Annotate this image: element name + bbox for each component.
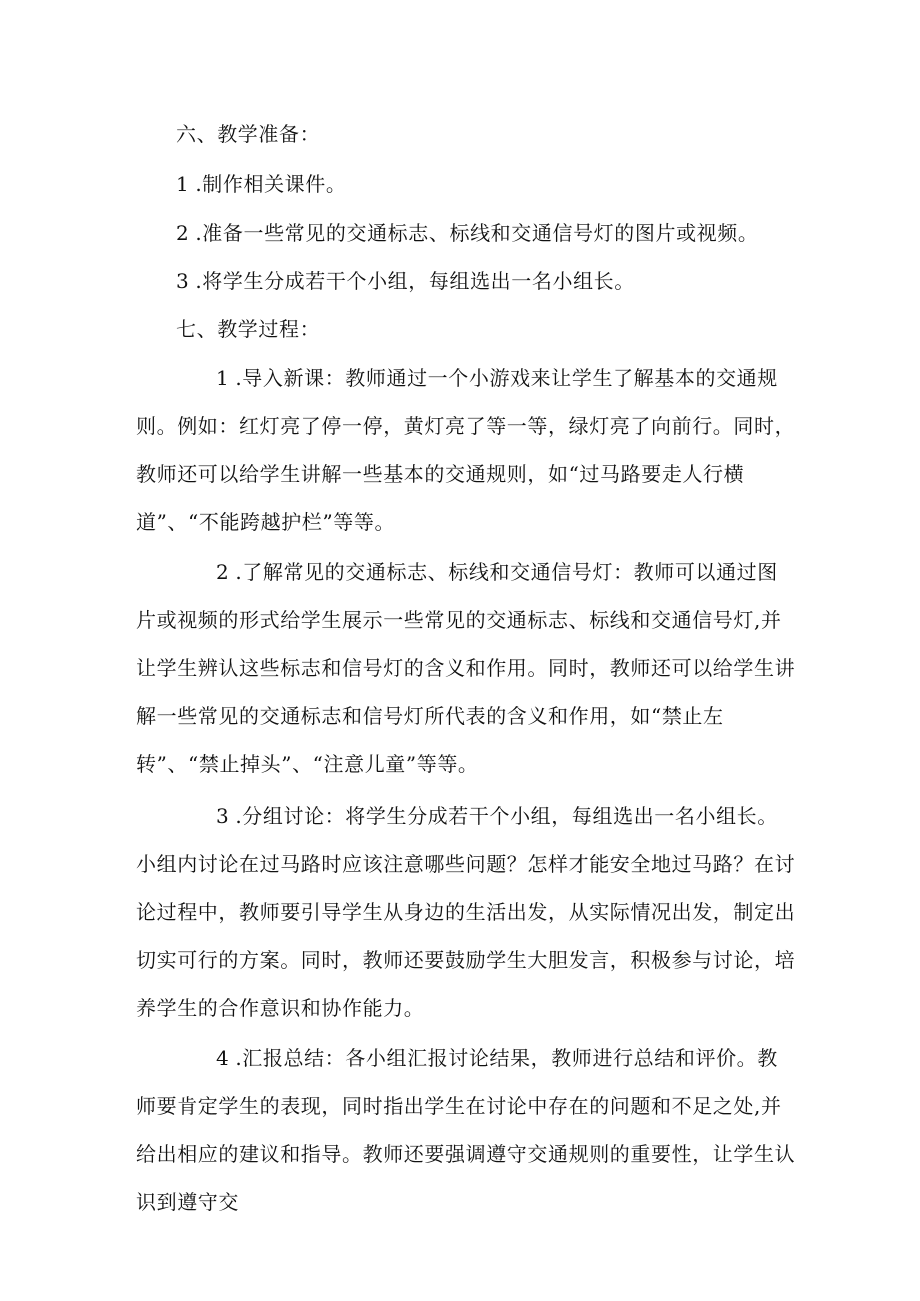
process-step-4 xyxy=(136,1034,796,1226)
step-number: 3 xyxy=(216,804,230,828)
item-number: 2 xyxy=(176,221,190,245)
item-text: .将学生分成若干个小组，每组选出一名小组长。 xyxy=(195,269,635,293)
step-number: 2 xyxy=(216,560,230,584)
section-6-heading: 六、教学准备： xyxy=(176,122,321,146)
step-number: 4 xyxy=(216,1046,230,1070)
prep-item-1 xyxy=(176,160,836,208)
prep-item-3 xyxy=(176,257,836,305)
step-text: .了解常见的交通标志、标线和交通信号灯：教师可以通过图片或视频的形式给学生展示一些常见的交通标志、标线和交通信号灯,并让学生辨认这些标志和信号灯的含义和作用。同时，教师还可以给学生讲解一些常见的交通标志和信号灯所代表的含义和作用，如“禁止左转”、“禁止掉头”、“注意儿童”等等。 xyxy=(136,560,796,776)
item-number: 1 xyxy=(176,172,190,196)
prep-item-2 xyxy=(176,209,836,257)
process-step-1 xyxy=(136,354,796,546)
item-text: .制作相关课件。 xyxy=(195,172,347,196)
step-text: .分组讨论：将学生分成若干个小组，每组选出一名小组长。小组内讨论在过马路时应该注意哪些问题？怎样才能安全地过马路？在讨论过程中，教师要引导学生从身边的生活出发，从实际情况出发，制定出切实可行的方案。同时，教师还要鼓励学生大胆发言，积极参与讨论，培养学生的合作意识和协作能力。 xyxy=(136,804,796,1020)
process-step-3 xyxy=(136,792,796,1032)
item-text: .准备一些常见的交通标志、标线和交通信号灯的图片或视频。 xyxy=(195,221,759,245)
process-step-2 xyxy=(136,548,796,788)
step-text: .导入新课：教师通过一个小游戏来让学生了解基本的交通规则。例如：红灯亮了停一停，黄灯亮了等一等，绿灯亮了向前行。同时，教师还可以给学生讲解一些基本的交通规则，如“过马路要走人行横道”、“不能跨越护栏”等等。 xyxy=(136,366,796,534)
item-number: 3 xyxy=(176,269,190,293)
step-number: 1 xyxy=(216,366,230,390)
section-7-heading: 七、教学过程： xyxy=(176,317,321,341)
step-text: .汇报总结：各小组汇报讨论结果，教师进行总结和评价。教师要肯定学生的表现，同时指出学生在讨论中存在的问题和不足之处,并给出相应的建议和指导。教师还要强调遵守交通规则的重要性，让学生认识到遵守交 xyxy=(136,1046,796,1214)
